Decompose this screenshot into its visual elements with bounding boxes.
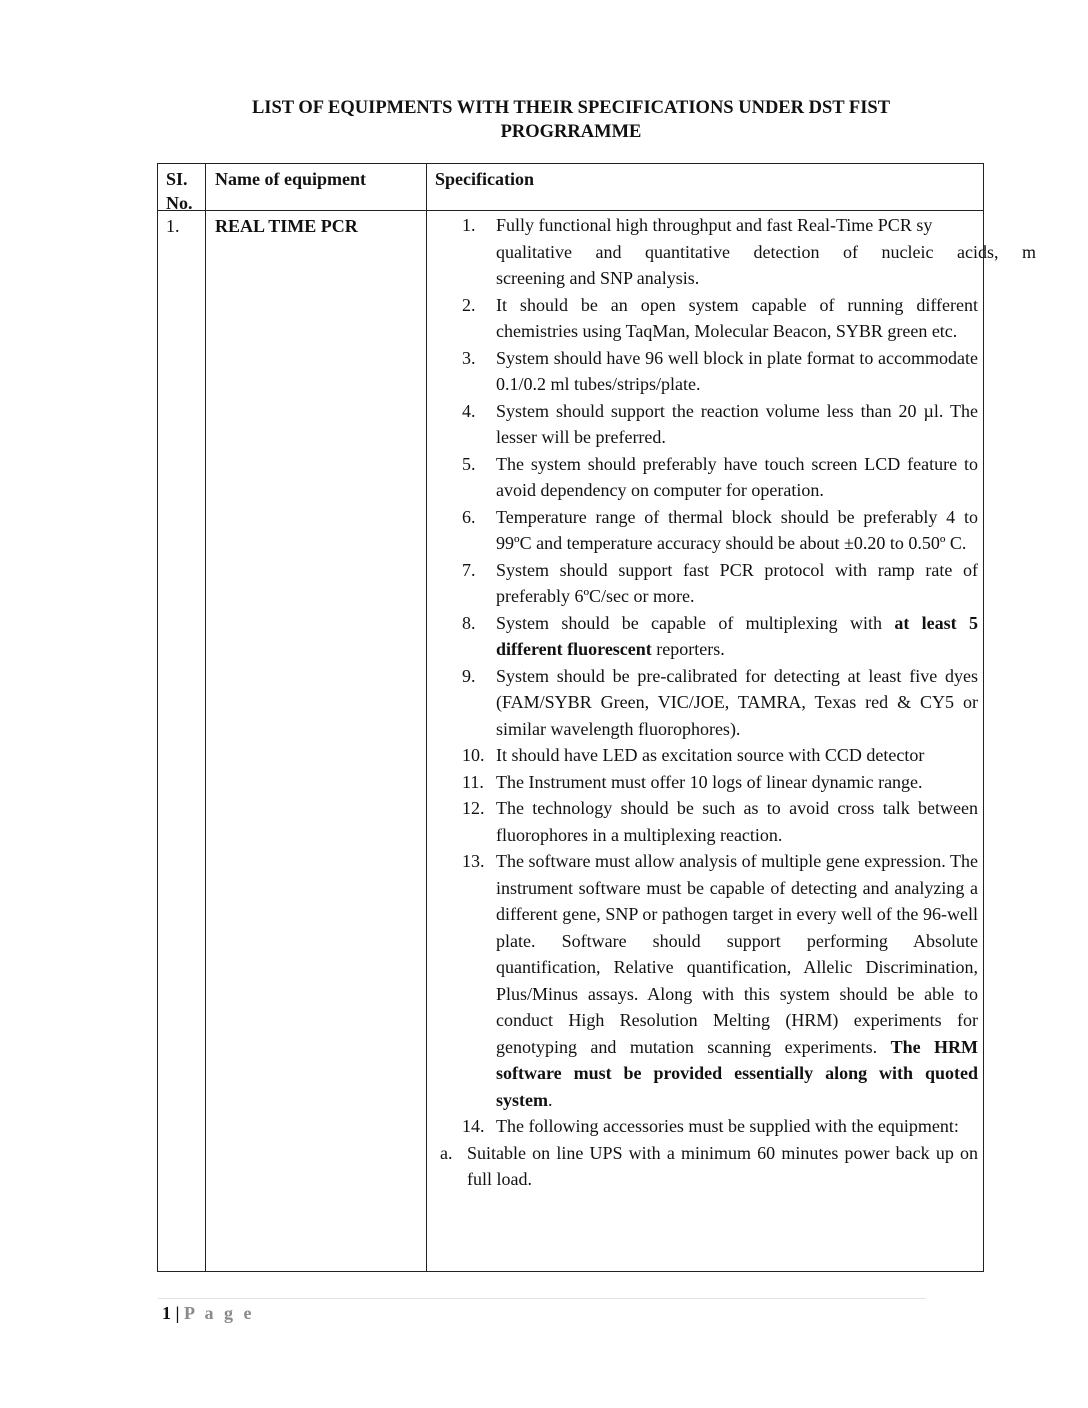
spec-item-number: 4. xyxy=(462,400,476,421)
spec-item xyxy=(440,292,978,345)
spec-item xyxy=(440,451,978,504)
header-sl-line1: SI. xyxy=(166,169,188,189)
spec-item-text: System should support the reaction volume less than 20 µl. The lesser will be preferred. xyxy=(496,400,978,447)
spec-item-number: 11. xyxy=(462,771,484,792)
header-sl xyxy=(166,167,193,215)
spec-text-run: System should be capable of multiplexing with xyxy=(496,612,895,633)
equipment-table xyxy=(157,163,1036,1272)
spec-item xyxy=(440,504,978,557)
spec-item-text: It should be an open system capable of running different chemistries using TaqMan, Molecular Beacon, SYBR green etc. xyxy=(496,294,978,341)
spec-item-text: The system should preferably have touch screen LCD feature to avoid dependency on computer for operation. xyxy=(496,453,978,500)
spec-item-number: 6. xyxy=(462,506,476,527)
spec-item-text: Temperature range of thermal block should be preferably 4 to 99ºC and temperature accuracy should be about ±0.20 to 0.50º C. xyxy=(496,506,978,553)
spec-item xyxy=(440,345,978,398)
spec-item-number: 14. xyxy=(462,1116,485,1136)
spec-text-run: reporters. xyxy=(651,639,725,659)
footer-divider xyxy=(158,1298,926,1299)
spec-text-bold: at least 5 different fluorescent xyxy=(496,612,979,659)
spec-item-number: 3. xyxy=(462,347,476,368)
document-title xyxy=(158,96,984,144)
specification-list xyxy=(440,212,1036,1270)
spec-item-line: screening and SNP analysis. xyxy=(496,268,700,288)
spec-item-text xyxy=(496,212,1036,292)
spec-item-text: Suitable on line UPS with a minimum 60 minutes power back up on full load. xyxy=(467,1142,978,1189)
spec-item xyxy=(440,398,978,451)
header-spec: Specification xyxy=(435,169,534,189)
spec-text-bold: The HRM software must be provided essentially along with quoted system xyxy=(496,1036,979,1110)
spec-item-number: 5. xyxy=(462,453,476,474)
spec-item xyxy=(440,1113,978,1140)
spec-text-run: . xyxy=(548,1089,553,1110)
page-label: P a g e xyxy=(183,1303,255,1323)
spec-item-text: The following accessories must be supplied with the equipment: xyxy=(496,1116,959,1136)
spec-text-run: The software must allow analysis of multiple gene expression. The instrument software must be capable of detecting and analyzing a different gene, SNP or pathogen target in every well of the 96-well plate. Software should support performing Absolute quantification, Relative quantification, Allelic Discrimination, Plus/Minus assays. Along with this system should be able to conduct High Resolution Melting (HRM) experiments for genotyping and mutation scanning experiments. xyxy=(496,851,978,1057)
column-divider xyxy=(426,164,427,1271)
spec-item xyxy=(440,742,978,769)
spec-item-number: 1. xyxy=(462,215,476,235)
spec-item-text: It should have LED as excitation source with CCD detector xyxy=(496,745,925,765)
spec-item-number: 7. xyxy=(462,559,476,580)
spec-item-number: 8. xyxy=(462,612,476,633)
spec-item xyxy=(440,795,978,848)
page-number: 1 | xyxy=(162,1303,180,1323)
title-line-2: PROGRRAMME xyxy=(500,122,642,142)
spec-item-number: 2. xyxy=(462,294,476,315)
spec-item xyxy=(440,663,978,743)
header-name: Name of equipment xyxy=(215,169,366,189)
spec-item xyxy=(440,848,978,1113)
spec-item xyxy=(440,769,978,796)
row-equipment-name: REAL TIME PCR xyxy=(215,216,358,236)
spec-item-number: 10. xyxy=(462,745,485,765)
title-line-1: LIST OF EQUIPMENTS WITH THEIR SPECIFICATIONS UNDER DST FIST xyxy=(251,98,891,118)
spec-item-number: 12. xyxy=(462,798,485,818)
spec-item-number: 9. xyxy=(462,665,476,686)
spec-item-number: a. xyxy=(440,1142,453,1163)
spec-item-text: System should support fast PCR protocol with ramp rate of preferably 6ºC/sec or more. xyxy=(496,559,978,606)
spec-item-text: System should have 96 well block in plate format to accommodate 0.1/0.2 ml tubes/strips/plate. xyxy=(496,347,978,394)
spec-item-line: qualitative and quantitative detection of nucleic acids, m xyxy=(496,241,1036,262)
header-divider xyxy=(158,210,983,211)
spec-item xyxy=(440,557,978,610)
spec-item xyxy=(440,610,978,663)
spec-item-text xyxy=(496,848,978,1113)
spec-item-text: The Instrument must offer 10 logs of linear dynamic range. xyxy=(496,771,923,792)
header-sl-line2: No. xyxy=(166,193,193,213)
page-footer xyxy=(162,1303,254,1324)
column-divider xyxy=(205,164,206,1271)
spec-item xyxy=(440,212,1036,292)
spec-item-number: 13. xyxy=(462,851,485,871)
spec-item-text: The technology should be such as to avoid cross talk between fluorophores in a multiplexing reaction. xyxy=(496,798,978,845)
row-sl: 1. xyxy=(166,216,180,236)
spec-item-line: Fully functional high throughput and fast Real-Time PCR sy xyxy=(496,215,933,235)
spec-item-text: System should be pre-calibrated for detecting at least five dyes (FAM/SYBR Green, VIC/JOE, TAMRA, Texas red & CY5 or similar wavelength fluorophores). xyxy=(496,665,978,739)
spec-item-text xyxy=(496,610,978,663)
spec-sub-item xyxy=(440,1140,978,1193)
